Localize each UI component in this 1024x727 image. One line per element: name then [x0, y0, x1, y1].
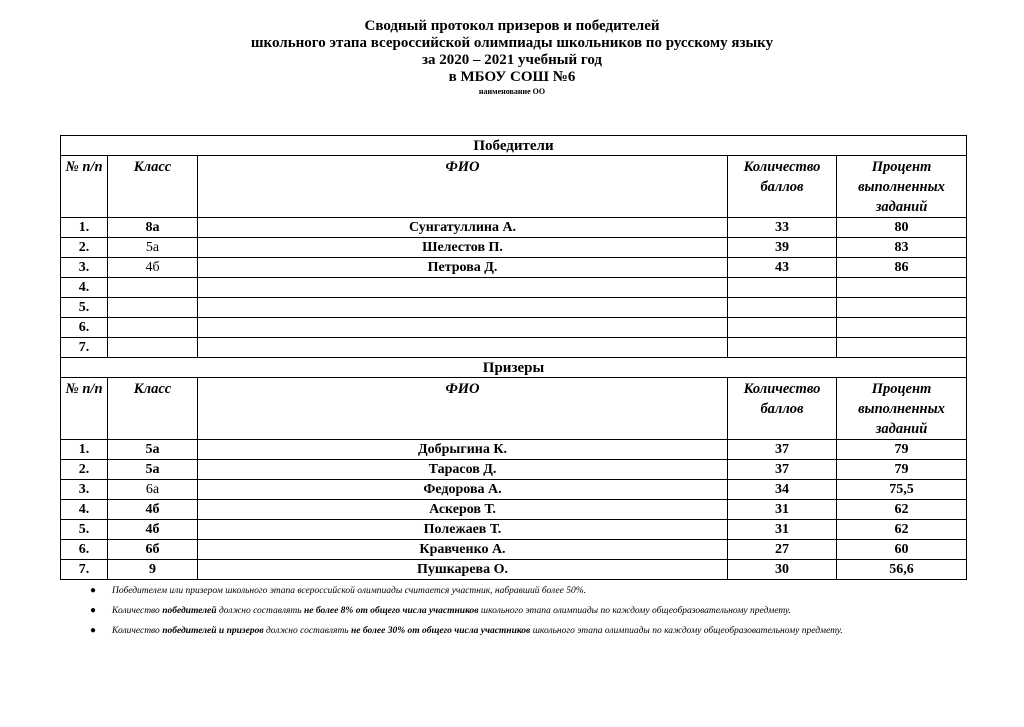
row-fio: Петрова Д.: [198, 258, 728, 278]
winners-section-row: [61, 136, 967, 156]
table-row: [61, 298, 967, 318]
row-fio: Полежаев Т.: [198, 520, 728, 540]
row-percent: 62: [837, 500, 967, 520]
row-score: 33: [728, 218, 837, 238]
table-row: [61, 540, 967, 560]
row-num: 4.: [61, 278, 108, 298]
row-num: 2.: [61, 460, 108, 480]
winners-header-row: [61, 156, 967, 218]
row-fio: Федорова А.: [198, 480, 728, 500]
col-header-fio: ФИО: [198, 378, 728, 440]
row-percent: 79: [837, 460, 967, 480]
footnote-3: [90, 623, 960, 639]
row-score: [728, 338, 837, 358]
row-num: 6.: [61, 540, 108, 560]
row-num: 7.: [61, 338, 108, 358]
col-header-score: Количество баллов: [728, 156, 837, 218]
row-fio: Аскеров Т.: [198, 500, 728, 520]
col-header-percent: Процент выполненных заданий: [837, 378, 967, 440]
row-score: 37: [728, 440, 837, 460]
title-line-3: за 2020 – 2021 учебный год: [422, 52, 602, 68]
title-line-1: Сводный протокол призеров и победителей: [364, 18, 660, 34]
footnote-2: [90, 603, 960, 619]
footnote-3-part-c: должно составлять: [263, 626, 352, 636]
row-class: 5а: [108, 460, 198, 480]
row-percent: [837, 338, 967, 358]
footnotes: [90, 583, 960, 643]
row-class: 6б: [108, 540, 198, 560]
footnote-3-part-d: не более 30% от общего числа участников: [351, 626, 531, 636]
footnote-2-part-b: победителей: [162, 606, 217, 616]
row-percent: 75,5: [837, 480, 967, 500]
table-row: [61, 460, 967, 480]
row-num: 3.: [61, 480, 108, 500]
bullet-icon: ●: [90, 605, 97, 616]
row-score: 31: [728, 500, 837, 520]
winners-section-title: Победители: [61, 136, 967, 156]
row-score: 27: [728, 540, 837, 560]
prizewinners-header-row: [61, 378, 967, 440]
prizewinners-section-row: [61, 358, 967, 378]
row-percent: 86: [837, 258, 967, 278]
row-score: 39: [728, 238, 837, 258]
row-class: 5а: [108, 440, 198, 460]
row-fio: [198, 318, 728, 338]
title-line-4: в МБОУ СОШ №6: [448, 69, 576, 85]
col-header-fio: ФИО: [198, 156, 728, 218]
bullet-icon: ●: [90, 625, 97, 636]
footnote-3-part-a: Количество: [112, 626, 163, 636]
prizewinners-section-title: Призеры: [61, 358, 967, 378]
row-percent: 79: [837, 440, 967, 460]
row-class: 4б: [108, 500, 198, 520]
row-percent: 56,6: [837, 560, 967, 580]
row-fio: Шелестов П.: [198, 238, 728, 258]
footnote-2-part-c: должно составлять: [216, 606, 304, 616]
col-header-num: № п/п: [61, 156, 108, 218]
footnote-2-part-e: школьного этапа олимпиады по каждому общеобразовательному предмету.: [478, 606, 792, 616]
col-header-percent: Процент выполненных заданий: [837, 156, 967, 218]
row-class: 9: [108, 560, 198, 580]
results-table: [60, 135, 967, 580]
table-row: [61, 218, 967, 238]
row-score: [728, 278, 837, 298]
table-row: [61, 238, 967, 258]
row-num: 1.: [61, 218, 108, 238]
row-class: [108, 318, 198, 338]
row-num: 7.: [61, 560, 108, 580]
footnote-3-part-b: победителей и призеров: [162, 626, 264, 636]
row-percent: 80: [837, 218, 967, 238]
table-row: [61, 338, 967, 358]
row-fio: Пушкарева О.: [198, 560, 728, 580]
table-row: [61, 318, 967, 338]
row-score: 30: [728, 560, 837, 580]
row-score: [728, 298, 837, 318]
title-subcaption: наименование ОО: [478, 87, 546, 96]
row-fio: [198, 338, 728, 358]
bullet-icon: ●: [90, 585, 97, 596]
row-score: 43: [728, 258, 837, 278]
col-header-class: Класс: [108, 156, 198, 218]
row-percent: 60: [837, 540, 967, 560]
table-row: [61, 480, 967, 500]
row-fio: [198, 298, 728, 318]
row-fio: Тарасов Д.: [198, 460, 728, 480]
title-line-2: школьного этапа всероссийской олимпиады школьников по русскому языку: [250, 35, 774, 51]
row-fio: [198, 278, 728, 298]
row-score: 37: [728, 460, 837, 480]
footnote-2-part-a: Количество: [112, 606, 163, 616]
row-class: 4б: [108, 258, 198, 278]
row-num: 2.: [61, 238, 108, 258]
row-num: 5.: [61, 520, 108, 540]
row-score: 34: [728, 480, 837, 500]
row-percent: [837, 318, 967, 338]
row-score: [728, 318, 837, 338]
row-percent: [837, 298, 967, 318]
col-header-score: Количество баллов: [728, 378, 837, 440]
row-class: 4б: [108, 520, 198, 540]
row-percent: 83: [837, 238, 967, 258]
row-percent: 62: [837, 520, 967, 540]
row-class: 8а: [108, 218, 198, 238]
footnote-3-part-e: школьного этапа олимпиады по каждому общеобразовательному предмету.: [530, 626, 843, 636]
table-row: [61, 440, 967, 460]
table-row: [61, 560, 967, 580]
row-fio: Сунгатуллина А.: [198, 218, 728, 238]
row-num: 4.: [61, 500, 108, 520]
row-num: 6.: [61, 318, 108, 338]
row-num: 3.: [61, 258, 108, 278]
row-class: [108, 278, 198, 298]
document-header: [0, 18, 1024, 97]
row-fio: Кравченко А.: [198, 540, 728, 560]
row-class: [108, 298, 198, 318]
table-row: [61, 258, 967, 278]
row-num: 1.: [61, 440, 108, 460]
row-class: 5а: [108, 238, 198, 258]
table-row: [61, 520, 967, 540]
table-row: [61, 500, 967, 520]
footnote-2-part-d: не более 8% от общего числа участников: [304, 606, 479, 616]
footnote-1: [90, 583, 960, 599]
row-percent: [837, 278, 967, 298]
table-row: [61, 278, 967, 298]
col-header-num: № п/п: [61, 378, 108, 440]
row-score: 31: [728, 520, 837, 540]
footnote-1-text: Победителем или призером школьного этапа всероссийской олимпиады считается участник, набравший более 50%.: [112, 586, 586, 596]
col-header-class: Класс: [108, 378, 198, 440]
row-num: 5.: [61, 298, 108, 318]
row-class: 6а: [108, 480, 198, 500]
row-class: [108, 338, 198, 358]
row-fio: Добрыгина К.: [198, 440, 728, 460]
